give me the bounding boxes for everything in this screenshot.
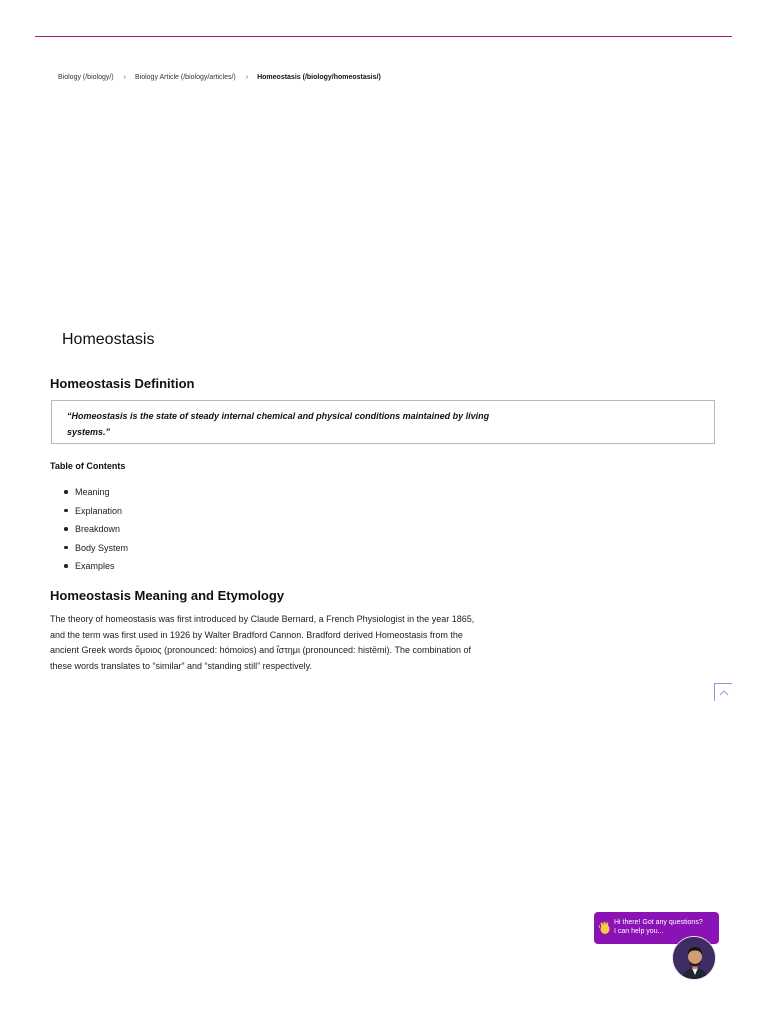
toc-item-body-system[interactable]: Body System [75,540,128,559]
scroll-to-top-button[interactable] [714,683,732,701]
meaning-heading: Homeostasis Meaning and Etymology [50,588,285,603]
toc-list [75,484,128,577]
definition-quote-box [51,400,715,444]
person-avatar-icon [673,937,716,980]
chat-prompt-line-2: I can help you... [614,928,664,935]
breadcrumb-link-biology[interactable]: Biology (/biology/) [58,74,114,81]
toc-item-meaning[interactable]: Meaning [75,484,128,503]
page-title: Homeostasis [62,331,155,348]
breadcrumb-link-homeostasis[interactable]: Homeostasis (/biology/homeostasis/) [257,74,381,81]
breadcrumb [58,74,381,81]
breadcrumb-link-biology-article[interactable]: Biology Article (/biology/articles/) [134,74,236,81]
toc-item-explanation[interactable]: Explanation [75,503,128,522]
meaning-paragraph: The theory of homeostasis was first introduced by Claude Bernard, a French Physiologist in the year 1865, and the term was first used in 1926 by Walter Bradford Cannon. Bradford derived Homeostasis from the ancient Greek words ὅμοιος (pronounced: hómoios) and ἵστημι (pronounced: histēmi). The combination of these words translates to “similar” and “standing still” respectively. [50,614,475,671]
definition-quote: “Homeostasis is the state of steady internal chemical and physical conditions maintained by living systems.” [67,411,490,437]
waving-hand-icon [598,921,612,935]
assistant-avatar[interactable] [672,936,716,980]
toc-item-breakdown[interactable]: Breakdown [75,521,128,540]
header-divider [35,36,732,37]
toc-title: Table of Contents [50,461,126,471]
breadcrumb-separator-icon: › [123,74,126,81]
breadcrumb-separator-icon: › [245,74,249,81]
definition-heading: Homeostasis Definition [50,376,195,391]
chat-prompt-line-1: Hi there! Got any questions? [614,919,703,926]
toc-item-examples[interactable]: Examples [75,558,128,577]
chevron-up-icon [719,690,729,696]
